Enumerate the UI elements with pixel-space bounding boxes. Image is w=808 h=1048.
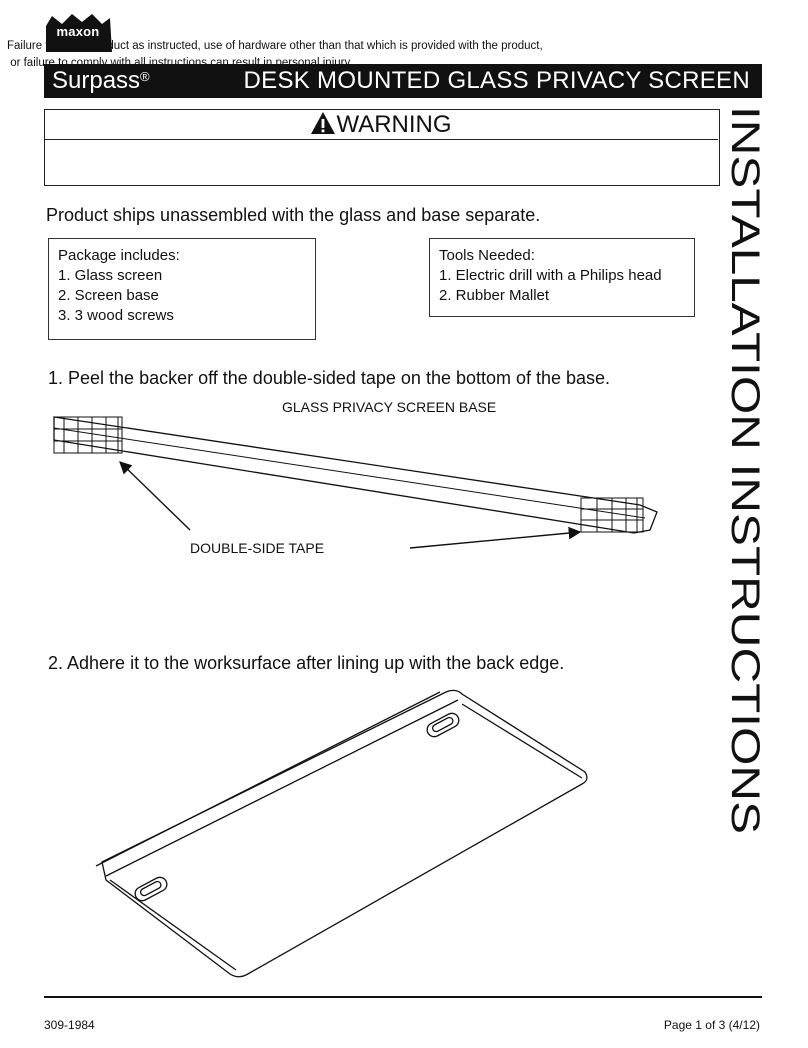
- tools-needed-box: [429, 238, 695, 317]
- warning-triangle-icon: [310, 111, 336, 135]
- base-bar-edge: [54, 428, 645, 518]
- vertical-title: INSTALLATION INSTRUCTIONS: [723, 106, 767, 696]
- warning-text: [7, 38, 543, 72]
- package-includes-box: [48, 238, 316, 340]
- tape-arrow-left: [120, 462, 190, 530]
- warning-line-2: or failure to comply with all instructions can result in personal injury.: [7, 57, 353, 69]
- warning-line-1: Failure to install product as instructed, use of hardware other than that which is provided with the product,: [7, 40, 543, 52]
- warning-title-row: [44, 111, 718, 139]
- base-diagram: [0, 400, 808, 570]
- tape-arrow-right: [410, 532, 580, 548]
- package-heading: Package includes:: [58, 247, 180, 264]
- package-item: 1. Glass screen: [58, 267, 163, 284]
- base-on-worksurface-diagram: [0, 680, 808, 980]
- tools-item: 2. Rubber Mallet: [439, 287, 550, 304]
- registered-mark: ®: [140, 69, 150, 84]
- document-title: DESK MOUNTED GLASS PRIVACY SCREEN: [243, 67, 750, 94]
- page-info: Page 1 of 3 (4/12): [663, 1018, 760, 1032]
- document-number: 309-1984: [44, 1018, 95, 1032]
- base-bar-outline: [54, 417, 657, 533]
- footer-rule: [44, 996, 762, 998]
- intro-text: Product ships unassembled with the glass and base separate.: [46, 205, 541, 225]
- package-item: 2. Screen base: [58, 287, 159, 304]
- step-2-text: 2. Adhere it to the worksurface after lining up with the back edge.: [48, 653, 565, 673]
- warning-header: [44, 109, 718, 140]
- warning-title: WARNING: [336, 111, 452, 138]
- package-item: 3. 3 wood screws: [58, 307, 174, 324]
- base-label: GLASS PRIVACY SCREEN BASE: [282, 399, 497, 415]
- step-1-text: 1. Peel the backer off the double-sided tape on the bottom of the base.: [48, 368, 611, 388]
- tools-heading: Tools Needed:: [439, 247, 535, 264]
- brand-text: Surpass: [52, 67, 141, 94]
- logo-text: maxon: [56, 24, 100, 39]
- base-plate: [102, 690, 587, 976]
- tape-label: DOUBLE-SIDE TAPE: [190, 540, 325, 556]
- tools-item: 1. Electric drill with a Philips head: [439, 267, 662, 284]
